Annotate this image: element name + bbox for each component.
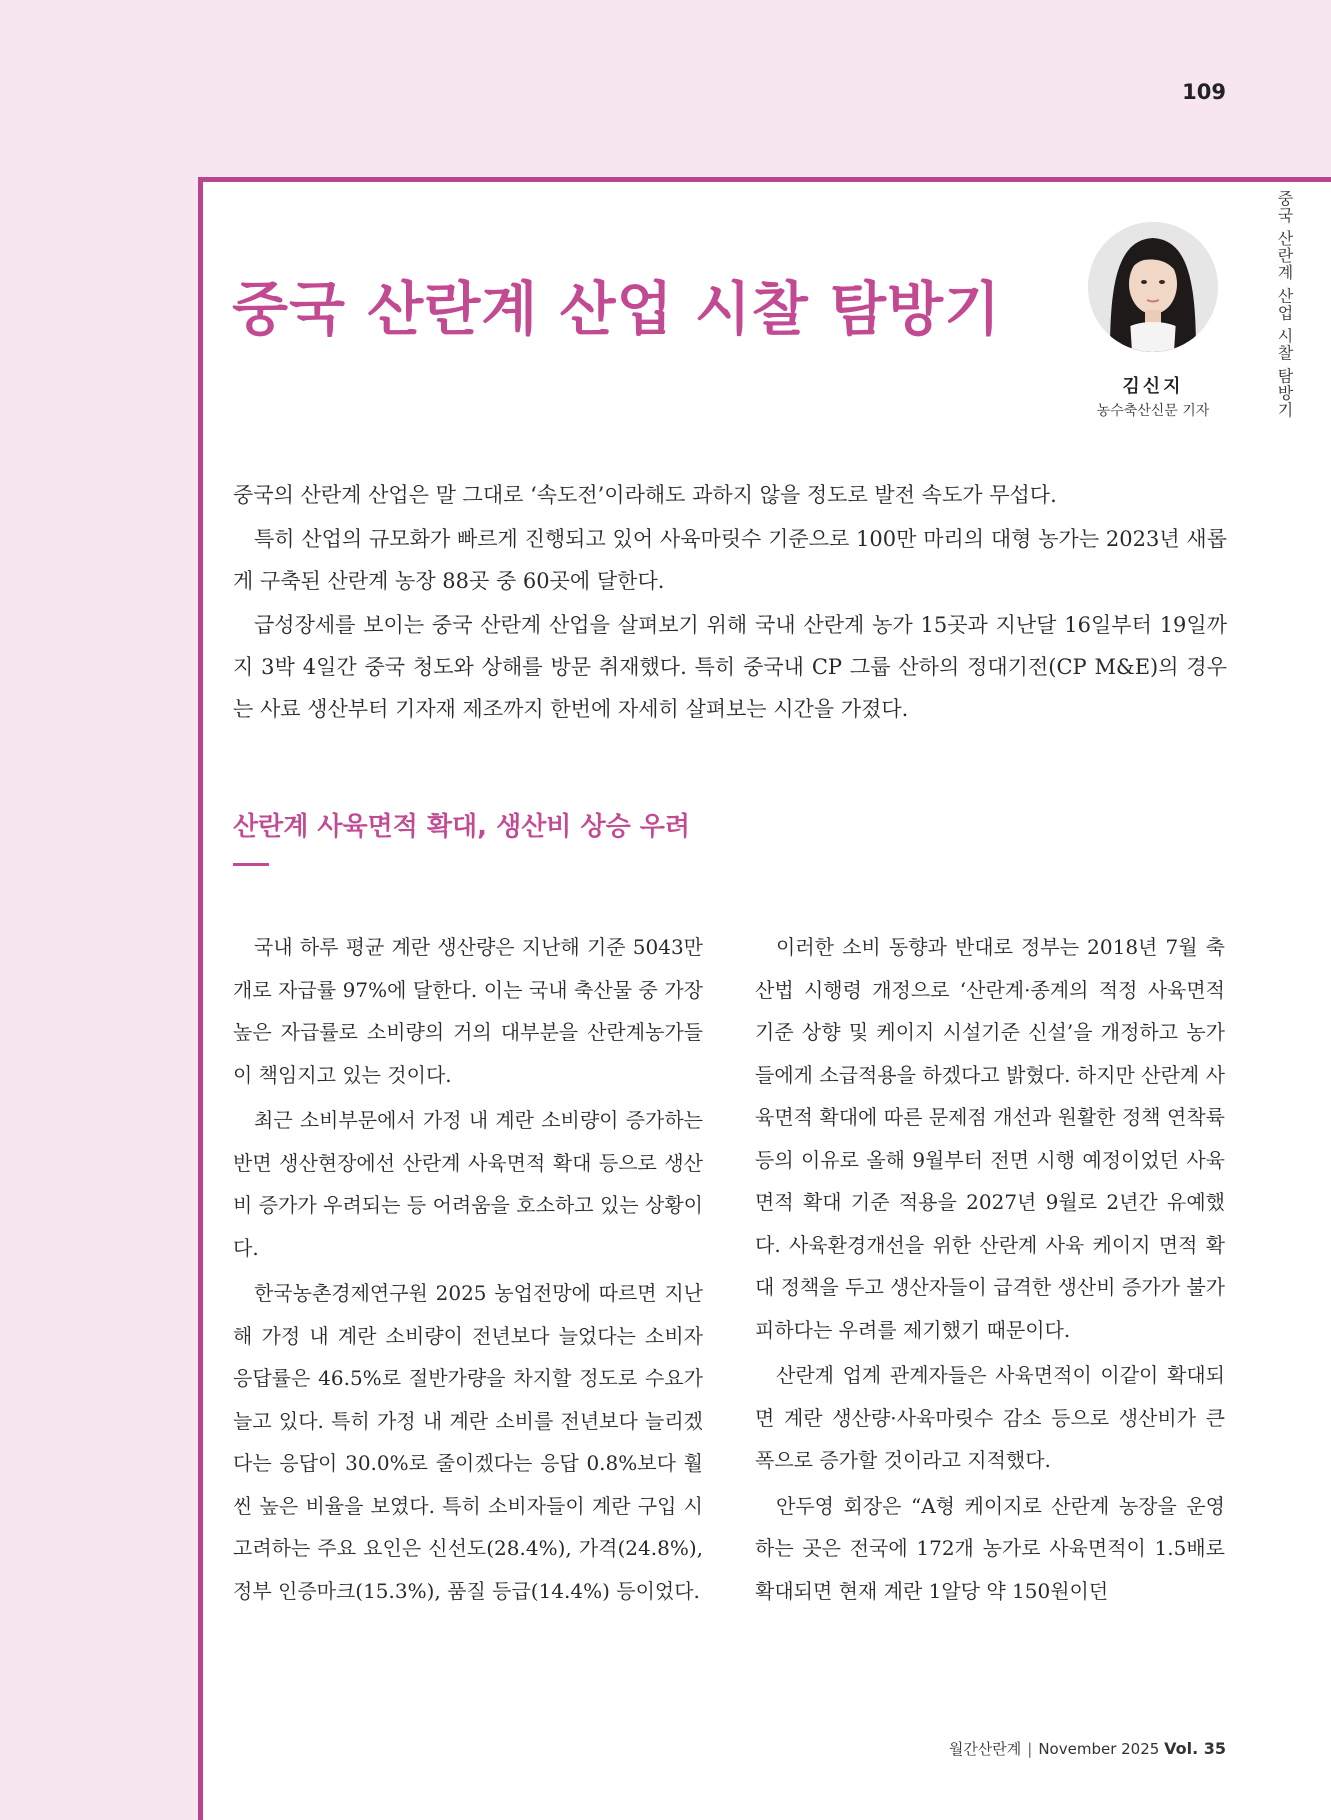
right-column <box>755 926 1225 1615</box>
body-paragraph: 산란계 업계 관계자들은 사육면적이 이같이 확대되면 계란 생산량·사육마릿수 감소 등으로 생산비가 큰 폭으로 증가할 것이라고 지적했다. <box>755 1363 1225 1472</box>
magazine-name: 월간산란계 <box>948 1740 1022 1758</box>
body-paragraph: 최근 소비부문에서 가정 내 계란 소비량이 증가하는 반면 생산현장에선 산란계 사육면적 확대 등으로 생산비 증가가 우려되는 등 어려움을 호소하고 있는 상황이다. <box>233 1108 703 1260</box>
issue-date: November 2025 <box>1038 1740 1160 1758</box>
body-paragraph: 국내 하루 평균 계란 생산량은 지난해 기준 5043만 개로 자급률 97%에 달한다. 이는 국내 축산물 중 가장 높은 자급률로 소비량의 거의 대부분을 산란계농가들이 책임지고 있는 것이다. <box>233 935 703 1087</box>
body-paragraph: 안두영 회장은 “A형 케이지로 산란계 농장을 운영하는 곳은 전국에 172개 농가로 사육면적이 1.5배로 확대되면 현재 계란 1알당 약 150원이던 <box>755 1493 1225 1603</box>
issue-volume: Vol. 35 <box>1164 1739 1226 1758</box>
intro-paragraph: 급성장세를 보이는 중국 산란계 산업을 살펴보기 위해 국내 산란계 농가 15곳과 지난달 16일부터 19일까지 3박 4일간 중국 청도와 상해를 방문 취재했다. 특히 중국내 CP 그룹 산하의 정대기전(CP M&E)의 경우는 사료 생산부터 기자재 제조까지 한번에 자세히 살펴보는 시간을 가졌다. <box>233 613 1227 721</box>
article-intro <box>233 474 1227 732</box>
page-footer <box>900 1738 1226 1759</box>
intro-paragraph: 특히 산업의 규모화가 빠르게 진행되고 있어 사육마릿수 기준으로 100만 마리의 대형 농가는 2023년 새롭게 구축된 산란계 농장 88곳 중 60곳에 달한다. <box>233 527 1227 593</box>
author-name: 김신지 <box>1122 376 1184 397</box>
section-heading: 산란계 사육면적 확대, 생산비 상승 우려 <box>233 812 690 842</box>
body-paragraph: 이러한 소비 동향과 반대로 정부는 2018년 7월 축산법 시행령 개정으로 ‘산란계·종계의 적정 사육면적 기준 상향 및 케이지 시설기준 신설’을 개정하고 농가들에게 소급적용을 하겠다고 밝혔다. 하지만 산란계 사육면적 확대에 따른 문제점 개선과 원활한 정책 연착륙 등의 이유로 올해 9월부터 전면 시행 예정이었던 사육면적 확대 기준 적용을 2027년 9월로 2년간 유예했다. 사육환경개선을 위한 산란계 사육 케이지 면적 확대 정책을 두고 생산자들이 급격한 생산비 증가가 불가피하다는 우려를 제기했기 때문이다. <box>755 935 1225 1342</box>
author-portrait-icon <box>1088 222 1218 352</box>
intro-paragraph: 중국의 산란계 산업은 말 그대로 ‘속도전’이라해도 과하지 않을 정도로 발전 속도가 무섭다. <box>233 483 1057 507</box>
page-number: 109 <box>1182 80 1226 104</box>
body-paragraph: 한국농촌경제연구원 2025 농업전망에 따르면 지난해 가정 내 계란 소비량이 전년보다 늘었다는 소비자 응답률은 46.5%로 절반가량을 차지할 정도로 수요가 늘고 있다. 특히 가정 내 계란 소비를 전년보다 늘리겠다는 응답이 30.0%로 줄이겠다는 응답 0.8%보다 훨씬 높은 비율을 보였다. 특히 소비자들이 계란 구입 시 고려하는 주요 요인은 신선도(28.4%), 가격(24.8%), 정부 인증마크(15.3%), 품질 등급(14.4%) 등이었다. <box>233 1281 703 1603</box>
footer-separator: | <box>1027 1740 1033 1758</box>
author-photo <box>1088 222 1218 352</box>
left-column <box>233 926 703 1615</box>
running-title: 중국 산란계 산업 시찰 탐방기 <box>1275 190 1294 419</box>
article-title: 중국 산란계 산업 시찰 탐방기 <box>232 275 1002 343</box>
author-role: 농수축산신문 기자 <box>1096 403 1210 419</box>
section-rule <box>233 863 269 866</box>
